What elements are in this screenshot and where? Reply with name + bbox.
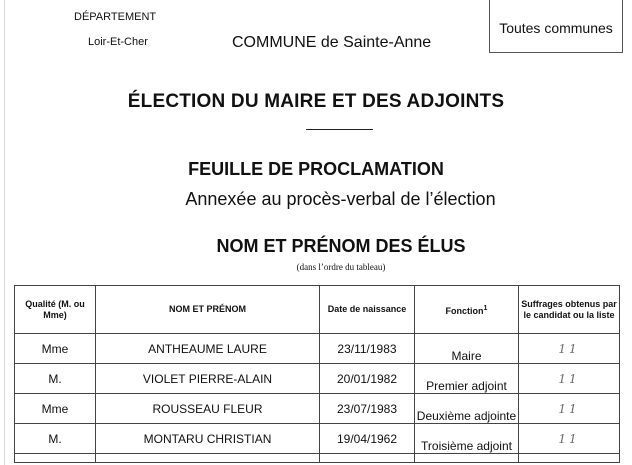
table-row	[15, 364, 620, 394]
elus-table	[14, 285, 620, 463]
cell-fonction: Premier adjoint	[415, 364, 519, 394]
cell-date: 23/07/1983	[320, 394, 415, 424]
cell-qualite: Mme	[15, 334, 96, 364]
header-qualite: Qualité (M. ou Mme)	[15, 286, 96, 334]
document-subtitle: FEUILLE DE PROCLAMATION	[188, 159, 444, 179]
header-nom: NOM ET PRÉNOM	[96, 286, 320, 334]
table-row	[15, 334, 620, 364]
section-note: (dans l’ordre du tableau)	[296, 262, 386, 272]
cell-fonction: Maire	[415, 334, 519, 364]
cell-suffrages: 11	[519, 424, 620, 454]
cell-qualite: M.	[15, 364, 96, 394]
title-rule	[306, 129, 373, 130]
table-row	[15, 394, 620, 424]
table-header-row	[15, 286, 620, 334]
cell-qualite: Mme	[15, 394, 96, 424]
table-row-cut	[15, 454, 620, 463]
header-fonction-label: Fonction	[445, 305, 484, 316]
toutes-communes-box: Toutes communes	[489, 0, 623, 53]
commune-name: COMMUNE de Sainte-Anne	[232, 34, 432, 51]
cell-nom: VIOLET PIERRE-ALAIN	[96, 364, 320, 394]
cell-suffrages: 11	[519, 334, 620, 364]
document-title: ÉLECTION DU MAIRE ET DES ADJOINTS	[127, 91, 505, 112]
departement-label: DÉPARTEMENT	[74, 11, 157, 23]
header-fonction	[415, 286, 519, 334]
cell-nom: MONTARU CHRISTIAN	[96, 424, 320, 454]
departement-name: Loir-Et-Cher	[88, 36, 148, 48]
cell-suffrages: 11	[519, 364, 620, 394]
cell-qualite: M.	[15, 424, 96, 454]
annexe-text: Annexée au procès-verbal de l’élection	[185, 189, 496, 209]
section-title: NOM ET PRÉNOM DES ÉLUS	[216, 236, 466, 256]
cell-nom: ANTHEAUME LAURE	[96, 334, 320, 364]
cell-date: 23/11/1983	[320, 334, 415, 364]
cell-fonction: Troisième adjoint	[415, 424, 519, 454]
cell-suffrages: 11	[519, 394, 620, 424]
cell-fonction: Deuxième adjointe	[415, 394, 519, 424]
header-date: Date de naissance	[320, 286, 415, 334]
table-row	[15, 424, 620, 454]
header-suffrages: Suffrages obtenus par le candidat ou la liste	[519, 286, 620, 334]
cell-nom: ROUSSEAU FLEUR	[96, 394, 320, 424]
footnote-marker: 1	[483, 304, 488, 312]
cell-date: 19/04/1962	[320, 424, 415, 454]
cell-date: 20/01/1982	[320, 364, 415, 394]
page-edge	[4, 0, 5, 465]
